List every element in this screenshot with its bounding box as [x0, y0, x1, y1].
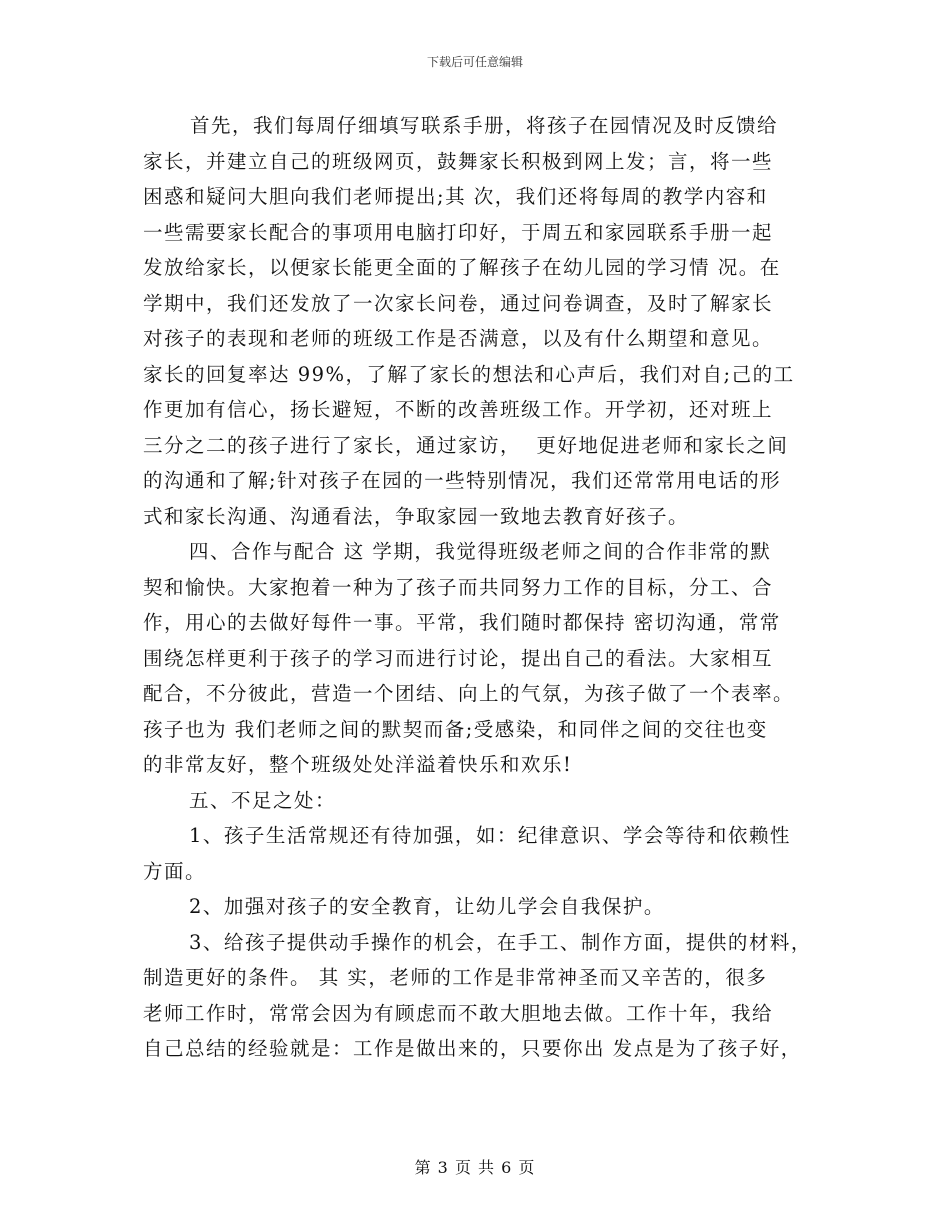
text-line: 作更加有信心，扬长避短，不断的改善班级工作。开学初，还对班上 — [143, 398, 774, 421]
list-item-line: 2、加强对孩子的安全教育，让幼儿学会自我保护。 — [189, 895, 665, 918]
text-line: 一些需要家长配合的事项用电脑打印好，于周五和家园联系手册一起 — [143, 220, 774, 244]
text-line: 发放给家长，以便家长能更全面的了解孩子在幼儿园的学习情 况。在 — [143, 256, 781, 279]
list-item-line: 3、给孩子提供动手操作的机会，在手工、制作方面，提供的材料， — [189, 930, 812, 954]
list-item-line: 1、孩子生活常规还有待加强，如：纪律意识、学会等待和依赖性 — [189, 824, 791, 847]
text-line: 围绕怎样更利于孩子的学习而进行讨论，提出自己的看法。大家相互 — [143, 646, 774, 670]
page-header-note: 下载后可任意编辑 — [426, 55, 523, 69]
text-line: 学期中，我们还发放了一次家长问卷，通过问卷调查，及时了解家长 — [143, 291, 774, 315]
text-line: 的沟通和了解;针对孩子在园的一些特别情况，我们还常常用电话的形 — [143, 469, 782, 492]
text-line: 家长，并建立自己的班级网页，鼓舞家长积极到网上发；言，将一些 — [143, 149, 774, 173]
text-line: 的非常友好，整个班级处处洋溢着快乐和欢乐! — [143, 753, 573, 776]
text-line: 家长的回复率达 99%，了解了家长的想法和心声后，我们对自;己的工 — [143, 362, 795, 386]
text-line: 配合，不分彼此，营造一个团结、向上的气氛，为孩子做了一个表率。 — [143, 682, 795, 705]
section-heading-line: 四、合作与配合 这 学期，我觉得班级老师之间的合作非常的默 — [189, 540, 772, 563]
text-line: 契和愉快。大家抱着一种为了孩子而共同努力工作的目标，分工、合 — [143, 575, 774, 599]
text-line: 孩子也为 我们老师之间的默契而备;受感染，和同伴之间的交往也变 — [143, 717, 768, 741]
text-line: 三分之二的孩子进行了家长，通过家访， 更好地促进老师和家长之间 — [143, 433, 789, 457]
text-line: 自己总结的经验就是：工作是做出来的，只要你出 发点是为了孩子好， — [143, 1037, 802, 1060]
page-number-footer: 第 3 页 共 6 页 — [414, 1158, 536, 1177]
text-line: 对孩子的表现和老师的班级工作是否满意，以及有什么期望和意见。 — [143, 327, 774, 350]
text-line: 制造更好的条件。 其 实，老师的工作是非常神圣而又辛苦的，很多 — [143, 966, 768, 989]
text-line: 作，用心的去做好每件一事。平常，我们随时都保持 密切沟通，常常 — [143, 611, 781, 634]
document-body — [0, 108, 950, 1067]
text-line: 方面。 — [143, 859, 207, 883]
text-line: 老师工作时，常常会因为有顾虑而不敢大胆地去做。工作十年，我给 — [143, 1001, 774, 1025]
text-line: 式和家长沟通、沟通看法，争取家园一致地去教育好孩子。 — [143, 504, 690, 528]
text-line: 困惑和疑问大胆向我们老师提出;其 次，我们还将每周的教学内容和 — [143, 185, 768, 208]
section-heading-line: 五、不足之处： — [189, 788, 337, 812]
text-line: 首先，我们每周仔细填写联系手册，将孩子在园情况及时反馈给 — [190, 114, 779, 137]
